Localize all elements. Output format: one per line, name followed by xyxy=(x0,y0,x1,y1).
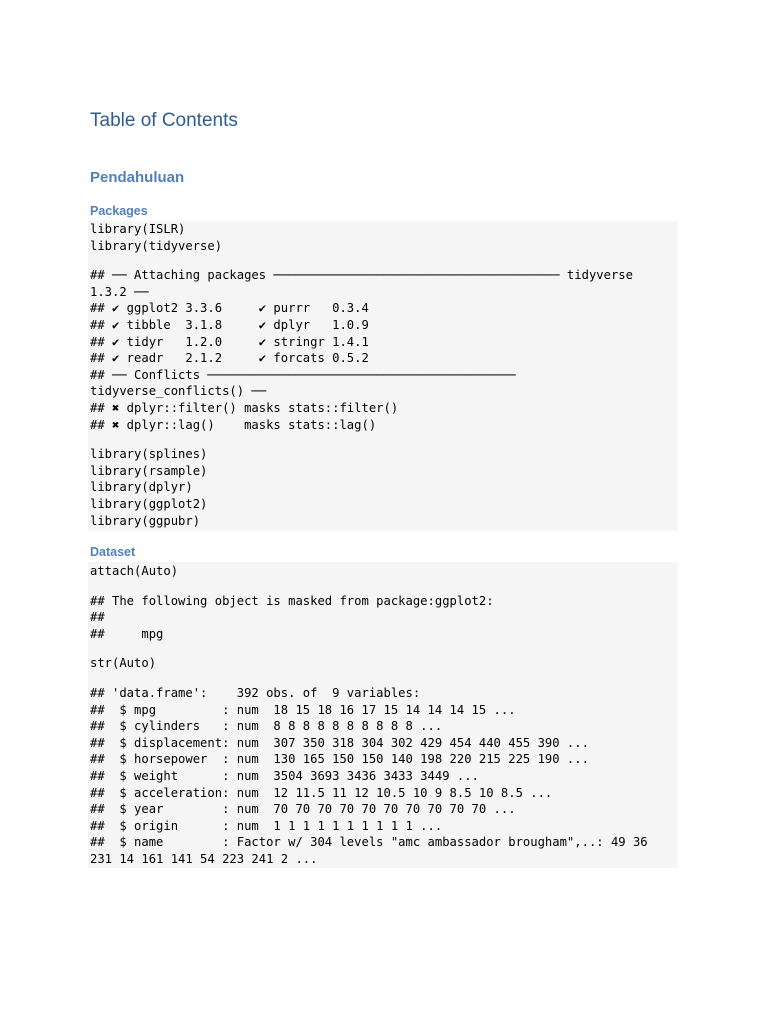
code-line: library(tidyverse) xyxy=(90,238,223,253)
code-line: tidyverse_conflicts() ── xyxy=(90,384,267,399)
code-line: ## $ horsepower : num 130 165 150 150 140 198 220 215 225 190 ... xyxy=(90,752,589,767)
dataset-code-block xyxy=(88,562,678,868)
packages-heading: Packages xyxy=(90,204,148,218)
code-line: library(ggplot2) xyxy=(90,497,208,511)
toc-title: Table of Contents xyxy=(90,110,238,131)
code-line: ## $ origin : num 1 1 1 1 1 1 1 1 1 1 ... xyxy=(90,818,443,833)
code-line: ## ✔ tibble 3.1.8 ✔ dplyr 1.0.9 xyxy=(90,318,369,332)
code-line: ## ── Conflicts ────────────────────────────────────────── xyxy=(90,367,516,382)
code-line: ## ── Attaching packages ─────────────────────────────────────── tidyverse xyxy=(90,268,633,283)
code-line: library(ISLR) xyxy=(90,222,186,236)
code-line: ## ✖ dplyr::filter() masks stats::filter() xyxy=(90,401,399,415)
code-line: ## $ cylinders : num 8 8 8 8 8 8 8 8 8 8 ... xyxy=(90,719,443,734)
section-title: Pendahuluan xyxy=(90,169,185,186)
code-line: ## $ displacement: num 307 350 318 304 302 429 454 440 455 390 ... xyxy=(90,735,589,750)
code-line: ## ✔ tidyr 1.2.0 ✔ stringr 1.4.1 xyxy=(90,334,369,349)
code-line: str(Auto) xyxy=(90,656,157,671)
code-line: ## The following object is masked from package:ggplot2: xyxy=(90,593,494,608)
code-line: ## mpg xyxy=(90,626,164,641)
code-line: library(rsample) xyxy=(90,463,208,478)
code-line: ## xyxy=(90,610,105,625)
dataset-heading: Dataset xyxy=(90,545,136,559)
code-line: ## ✖ dplyr::lag() masks stats::lag() xyxy=(90,417,377,432)
packages-code-block xyxy=(88,221,678,531)
code-line: library(dplyr) xyxy=(90,480,193,495)
code-line: ## 'data.frame': 392 obs. of 9 variables: xyxy=(90,686,421,700)
code-line: ## ✔ readr 2.1.2 ✔ forcats 0.5.2 xyxy=(90,351,369,366)
code-line: library(splines) xyxy=(90,447,208,462)
code-line: ## $ weight : num 3504 3693 3436 3433 3449 ... xyxy=(90,769,479,783)
code-line: ## $ year : num 70 70 70 70 70 70 70 70 70 70 ... xyxy=(90,802,516,817)
code-line: library(ggpubr) xyxy=(90,513,201,528)
code-line: ## $ name : Factor w/ 304 levels "amc ambassador brougham",..: 49 36 xyxy=(90,835,648,850)
code-line: 1.3.2 ── xyxy=(90,284,149,299)
code-line: ## ✔ ggplot2 3.3.6 ✔ purrr 0.3.4 xyxy=(90,301,369,316)
code-line: ## $ mpg : num 18 15 18 16 17 15 14 14 14 15 ... xyxy=(90,702,516,717)
code-line: 231 14 161 141 54 223 241 2 ... xyxy=(90,852,318,866)
code-line: ## $ acceleration: num 12 11.5 11 12 10.5 10 9 8.5 10 8.5 ... xyxy=(90,785,553,800)
code-line: attach(Auto) xyxy=(90,564,179,578)
